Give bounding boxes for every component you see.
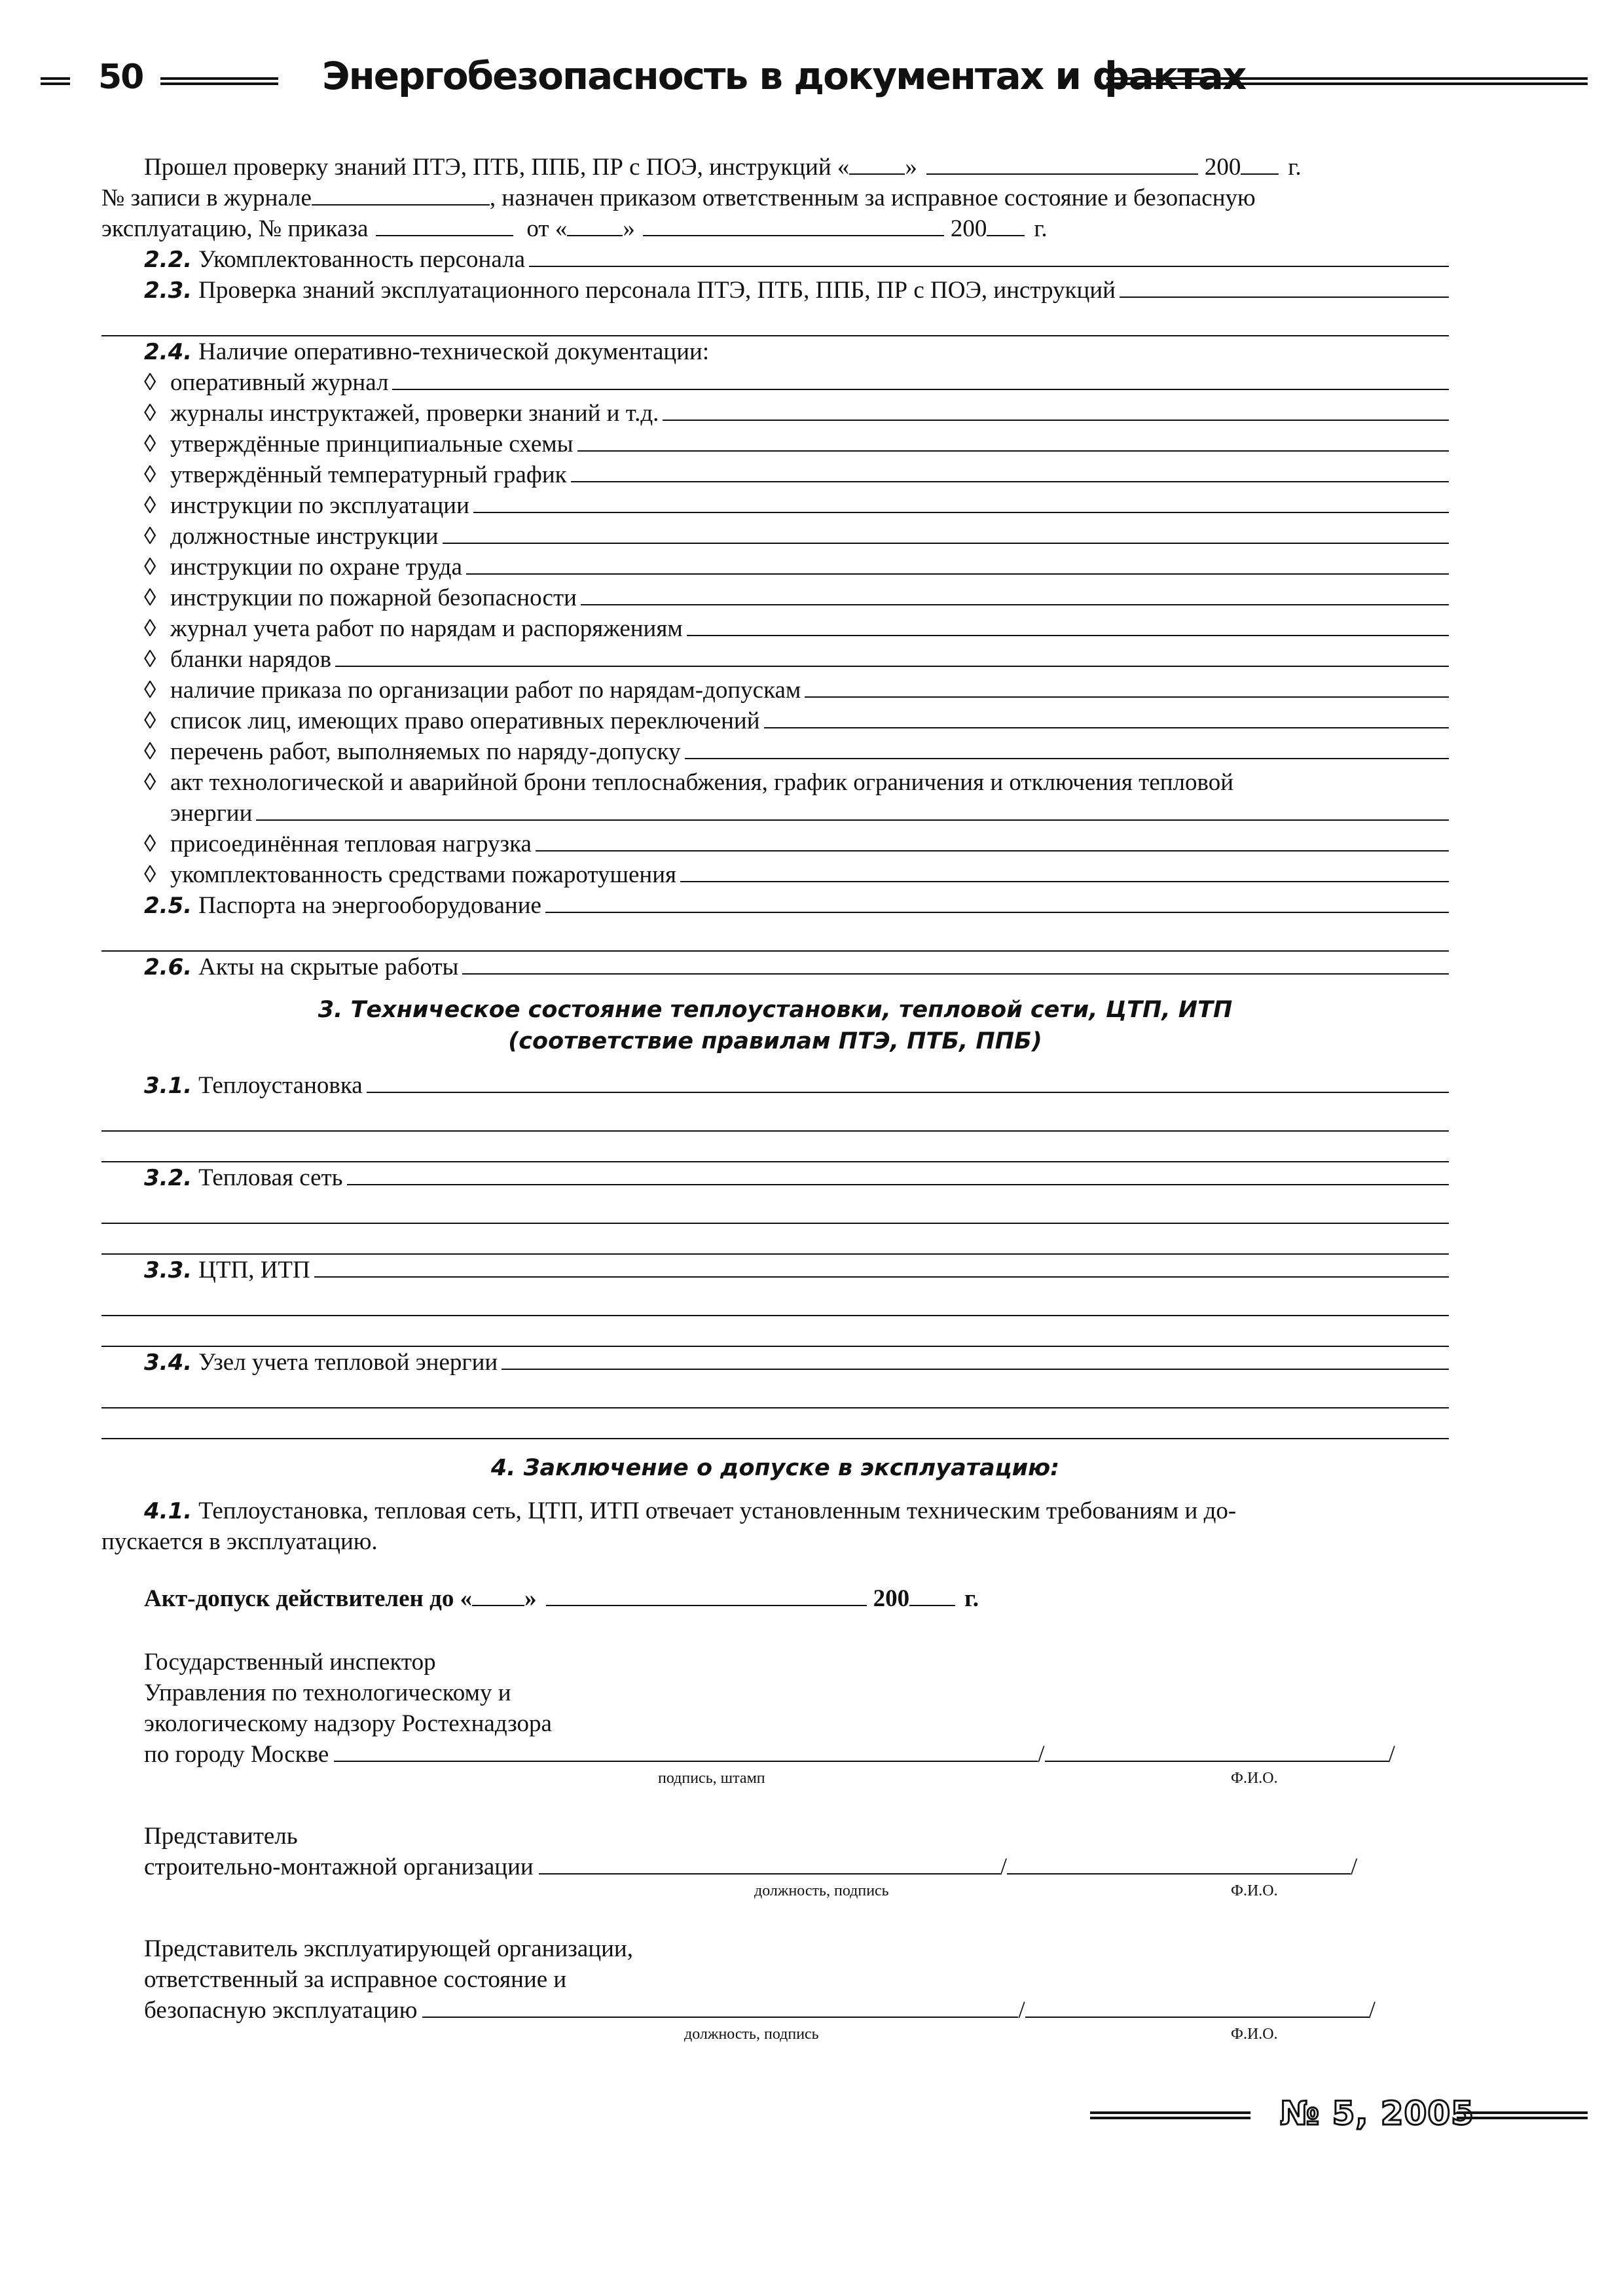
intro-text: эксплуатацию, № приказа [101,215,369,242]
item-3-2 [101,1162,1449,1193]
fill-line[interactable] [680,860,1449,882]
month-field[interactable] [546,1584,867,1606]
day-field[interactable] [567,214,623,236]
builder-signature-line [101,1852,1449,1882]
validity-text: » [524,1585,537,1612]
fill-line[interactable] [571,460,1449,482]
item-number: 3.2. [144,1165,192,1191]
blank-line[interactable] [101,1285,1449,1316]
signatory-text: ответственный за исправное состояние и [144,1966,567,1993]
diamond-bullet-icon: ◊ [144,369,156,396]
blank-line[interactable] [101,1101,1449,1132]
signatory-text: Управления по технологическому и [144,1679,511,1706]
intro-line-3 [101,213,1449,244]
diamond-bullet-icon: ◊ [144,738,156,765]
year-field[interactable] [987,214,1025,236]
builder-field-labels [101,1882,1449,1901]
item-number: 4.1. [144,1498,192,1524]
fill-line[interactable] [501,1348,1449,1370]
list-item [101,675,1449,706]
fill-line[interactable] [529,245,1449,267]
separator: / [1388,1741,1395,1768]
page-title: Энергобезопасность в документах и фактах [322,54,1246,98]
signature-field[interactable] [539,1852,1000,1874]
list-item [101,859,1449,890]
signature-field[interactable] [422,1996,1018,2018]
item-label: перечень работ, выполняемых по наряду-допуску [170,738,681,765]
field-caption: должность, подпись [754,1882,889,1899]
diamond-bullet-icon: ◊ [144,492,156,519]
item-number: 2.5. [144,893,192,919]
year-suffix: г. [1034,215,1048,242]
diamond-bullet-icon: ◊ [144,861,156,888]
inspector-title [101,1708,1449,1739]
fill-line[interactable] [462,952,1449,975]
intro-text: от « [526,215,568,242]
inspector-title [101,1677,1449,1708]
day-field[interactable] [472,1584,524,1606]
item-label: акт технологической и аварийной брони теплоснабжения, график ограничения и отключения тепловой [170,769,1234,796]
item-2-5 [101,890,1449,921]
fill-line[interactable] [545,891,1449,913]
fill-line[interactable] [256,798,1449,821]
inspector-title [101,1647,1449,1677]
list-item [101,829,1449,859]
footer-rule-left [1090,2111,1250,2119]
header-rule-mid [160,77,278,85]
item-label: энергии [170,800,253,827]
list-item [101,552,1449,583]
blank-line[interactable] [101,1193,1449,1224]
page-number: 50 [98,58,143,97]
item-4-1-continuation [101,1526,1449,1557]
list-item [101,767,1449,798]
item-number: 2.4. [144,339,192,365]
intro-text: » [905,154,917,181]
item-label: список лиц, имеющих право оперативных переключений [170,708,760,734]
list-item [101,398,1449,429]
fill-line[interactable] [577,429,1449,452]
item-number: 3.3. [144,1257,192,1283]
year-field[interactable] [909,1584,955,1606]
year-prefix: 200 [950,215,987,242]
item-label: присоединённая тепловая нагрузка [170,831,532,857]
diamond-bullet-icon: ◊ [144,554,156,581]
diamond-bullet-icon: ◊ [144,769,156,796]
year-field[interactable] [1241,152,1279,175]
fill-line[interactable] [687,614,1449,636]
blank-line[interactable] [101,921,1449,952]
item-label: инструкции по эксплуатации [170,492,469,519]
item-text: пускается в эксплуатацию. [101,1528,378,1555]
operator-title [101,1933,1449,1964]
item-2-2 [101,244,1449,275]
item-label: инструкции по пожарной безопасности [170,584,577,611]
field-caption: Ф.И.О. [1231,1882,1278,1899]
item-number: 2.3. [144,278,192,304]
list-item [101,459,1449,490]
intro-text: Прошел проверку знаний ПТЭ, ПТБ, ППБ, ПР с ПОЭ, инструкций « [144,154,850,181]
fill-line[interactable] [663,399,1449,421]
list-item [101,736,1449,767]
fill-line[interactable] [314,1255,1449,1278]
inspector-signature-line [101,1739,1449,1770]
list-item [101,367,1449,398]
list-item [101,490,1449,521]
item-3-1 [101,1070,1449,1101]
fill-line[interactable] [1120,276,1449,298]
validity-text: Акт-допуск действителен до « [144,1585,473,1612]
diamond-bullet-icon: ◊ [144,431,156,457]
item-label: Теплоустановка [198,1072,363,1099]
item-label: Узел учета тепловой энергии [198,1349,498,1376]
field-caption: Ф.И.О. [1231,1770,1278,1787]
item-label: Акты на скрытые работы [198,954,459,980]
item-label: утверждённый температурный график [170,461,567,488]
signature-field[interactable] [334,1740,1038,1762]
diamond-bullet-icon: ◊ [144,708,156,734]
intro-text: № записи в журнале [101,185,312,211]
inspector-field-labels [101,1770,1449,1788]
separator: / [1351,1854,1358,1880]
item-number: 3.4. [144,1350,192,1376]
item-label: Наличие оперативно-технической документации: [198,338,710,365]
separator: / [1368,1997,1376,2024]
list-item [101,613,1449,644]
diamond-bullet-icon: ◊ [144,677,156,704]
field-caption: Ф.И.О. [1231,2026,1278,2043]
header-rule-left [41,77,70,85]
blank-line[interactable] [101,1132,1449,1162]
signatory-text: по городу Москве [144,1741,329,1768]
diamond-bullet-icon: ◊ [144,584,156,611]
form-content [101,152,1449,2044]
item-number: 2.6. [144,954,192,980]
separator: / [1000,1854,1007,1880]
operator-field-labels [101,2026,1449,2044]
item-2-3 [101,275,1449,306]
diamond-bullet-icon: ◊ [144,400,156,427]
fill-line[interactable] [347,1163,1449,1185]
intro-line-1 [101,152,1449,183]
item-label: Тепловая сеть [198,1164,343,1191]
item-label: бланки нарядов [170,646,332,673]
fill-line[interactable] [536,829,1449,852]
signatory-text: Государственный инспектор [144,1649,436,1676]
blank-line[interactable] [101,1316,1449,1347]
item-label: должностные инструкции [170,523,439,550]
fio-field[interactable] [1007,1852,1351,1874]
diamond-bullet-icon: ◊ [144,523,156,550]
item-label: журналы инструктажей, проверки знаний и т.д. [170,400,659,427]
order-number-field[interactable] [376,214,513,236]
blank-line[interactable] [101,1224,1449,1255]
item-label: наличие приказа по организации работ по нарядам-допускам [170,677,801,704]
diamond-bullet-icon: ◊ [144,831,156,857]
fill-line[interactable] [466,552,1449,575]
day-field[interactable] [849,152,905,175]
signatory-text: Представитель [144,1823,298,1850]
fio-field[interactable] [1025,1996,1369,2018]
item-3-3 [101,1255,1449,1285]
item-label: Проверка знаний эксплуатационного персонала ПТЭ, ПТБ, ППБ, ПР с ПОЭ, инструкций [198,277,1116,304]
item-label: журнал учета работ по нарядам и распоряжениям [170,615,683,642]
separator: / [1038,1741,1045,1768]
item-label: ЦТП, ИТП [198,1257,310,1283]
section-3-subtitle: (соответствие правилам ПТЭ, ПТБ, ППБ) [508,1028,1042,1054]
year-prefix: 200 [1204,154,1241,181]
item-2-4 [101,336,1449,367]
year-prefix: 200 [873,1585,910,1612]
item-number: 3.1. [144,1073,192,1099]
section-3-title: 3. Техническое состояние теплоустановки, тепловой сети, ЦТП, ИТП [318,997,1233,1023]
fill-line[interactable] [367,1071,1449,1093]
item-text: Теплоустановка, тепловая сеть, ЦТП, ИТП отвечает установленным техническим требованиям и до- [198,1498,1237,1524]
operator-title [101,1964,1449,1995]
diamond-bullet-icon: ◊ [144,461,156,488]
intro-text: » [623,215,635,242]
footer-rule-right [1457,2111,1588,2119]
fill-line[interactable] [764,706,1449,728]
fill-line[interactable] [473,491,1449,513]
fill-line[interactable] [805,675,1449,698]
section-4-title: 4. Заключение о допуске в эксплуатацию: [490,1455,1060,1481]
item-label: утверждённые принципиальные схемы [170,431,574,457]
item-3-4 [101,1347,1449,1378]
month-field[interactable] [643,214,944,236]
item-label: оперативный журнал [170,369,389,396]
list-item-continuation [101,798,1449,829]
signatory-text: безопасную эксплуатацию [144,1997,418,2024]
blank-line[interactable] [101,1378,1449,1408]
blank-line[interactable] [101,1408,1449,1439]
fill-line[interactable] [443,522,1449,544]
validity-line [101,1583,1449,1614]
item-label: Паспорта на энергооборудование [198,892,541,919]
item-label: укомплектованность средствами пожаротушения [170,861,677,888]
fill-line[interactable] [581,583,1449,605]
header-rule-right [1106,77,1588,85]
blank-line[interactable] [101,306,1449,336]
year-suffix: г. [1288,154,1302,181]
list-item [101,583,1449,613]
item-2-6 [101,952,1449,982]
builder-title [101,1821,1449,1852]
diamond-bullet-icon: ◊ [144,615,156,642]
month-field[interactable] [926,152,1198,175]
list-item [101,706,1449,736]
year-suffix: г. [964,1585,979,1612]
fill-line[interactable] [392,368,1449,390]
list-item [101,521,1449,552]
intro-line-2 [101,183,1449,213]
signatory-text: строительно-монтажной организации [144,1854,534,1880]
journal-record-field[interactable] [312,183,490,206]
intro-text: , назначен приказом ответственным за исправное состояние и безопасную [489,185,1256,211]
item-number: 2.2. [144,247,192,273]
signatory-text: экологическому надзору Ростехнадзора [144,1710,552,1737]
signatory-text: Представитель эксплуатирующей организации, [144,1935,633,1962]
issue-number: № 5, 2005 [1280,2094,1474,2132]
item-label: Укомплектованность персонала [198,246,525,273]
fill-line[interactable] [335,645,1449,667]
item-label: инструкции по охране труда [170,554,462,581]
diamond-bullet-icon: ◊ [144,646,156,673]
field-caption: подпись, штамп [658,1770,765,1787]
list-item [101,644,1449,675]
separator: / [1018,1997,1025,2024]
item-4-1 [101,1496,1449,1526]
operator-signature-line [101,1995,1449,2026]
field-caption: должность, подпись [684,2026,819,2043]
list-item [101,429,1449,459]
fio-field[interactable] [1045,1740,1389,1762]
fill-line[interactable] [685,737,1449,759]
